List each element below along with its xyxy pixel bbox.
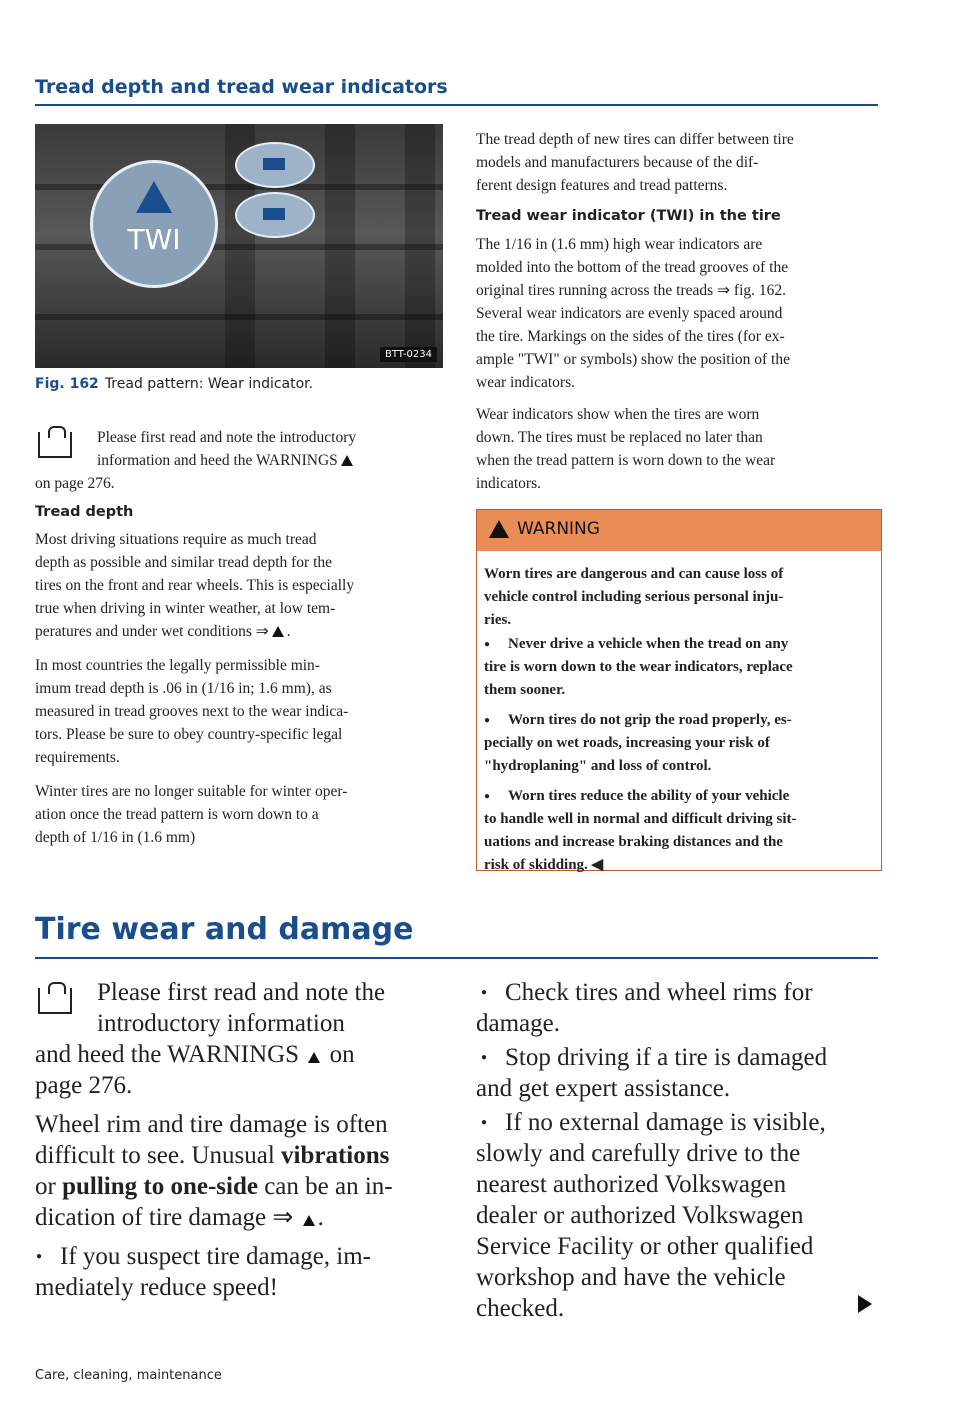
paragraph-line: Wear indicators show when the tires are worn: [476, 406, 760, 423]
bullet-line: ● If you suspect tire damage, im-: [60, 1241, 371, 1272]
paragraph-line: ation once the tread pattern is worn down to a: [35, 806, 319, 823]
section-title: Tire wear and damage: [35, 912, 414, 947]
wear-indicator-marker: [235, 142, 315, 188]
twi-callout: [90, 160, 218, 288]
warning-line: ries.: [484, 612, 512, 628]
paragraph-line: Wheel rim and tire damage is often: [35, 1111, 388, 1138]
paragraph-line: Most driving situations require as much tread: [35, 531, 317, 548]
paragraph-line: ferent design features and tread patterns.: [476, 177, 728, 194]
warning-line: them sooner.: [484, 682, 566, 698]
tread-figure: [35, 124, 443, 368]
paragraph-line: or pulling to one-side can be an in-: [35, 1173, 393, 1200]
warning-line: ● Worn tires reduce the ability of your vehicle: [508, 785, 789, 808]
warning-line: ● Never drive a vehicle when the tread on any: [508, 633, 788, 656]
paragraph-line: depth as possible and similar tread depth for the: [35, 554, 333, 571]
paragraph-line: molded into the bottom of the tread grooves of the: [476, 259, 789, 276]
intro-line: page 276.: [35, 1072, 133, 1099]
warning-triangle-icon: [489, 520, 509, 538]
warning-line: tire is worn down to the wear indicators, replace: [484, 659, 793, 675]
bullet-line: Service Facility or other qualified: [476, 1233, 814, 1260]
paragraph-line: difficult to see. Unusual vibrations: [35, 1142, 390, 1169]
paragraph-line: indicators.: [476, 475, 541, 492]
bullet-line: slowly and carefully drive to the: [476, 1140, 801, 1167]
paragraph-line: models and manufacturers because of the dif-: [476, 154, 759, 171]
intro-line: Please first read and note the: [97, 979, 386, 1006]
intro-line: on page 276.: [35, 475, 115, 492]
intro-line: introductory information: [97, 1010, 345, 1037]
warning-icon: [308, 1052, 320, 1063]
tread-block: [405, 124, 435, 368]
bullet-line: dealer or authorized Volkswagen: [476, 1202, 804, 1229]
warning-line: uations and increase braking distances and the: [484, 834, 783, 850]
bullet-line: and get expert assistance.: [476, 1075, 731, 1102]
next-page-arrow-icon: [858, 1295, 872, 1313]
warning-triangle-icon: [136, 181, 172, 213]
tread-block: [325, 124, 355, 368]
paragraph-line: the tire. Markings on the sides of the tires (for ex-: [476, 328, 785, 345]
paragraph-line: when the tread pattern is worn down to the wear: [476, 452, 776, 469]
paragraph-line: The tread depth of new tires can differ between tire: [476, 131, 794, 148]
section-heading: Tread wear indicator (TWI) in the tire: [476, 208, 781, 224]
paragraph-line: true when driving in winter weather, at low tem-: [35, 600, 336, 617]
paragraph-line: ample "TWI" or symbols) show the position of the: [476, 351, 790, 368]
section-heading: Tread depth: [35, 504, 134, 520]
paragraph-line: original tires running across the treads ⇒ fig. 162.: [476, 282, 786, 299]
intro-line: information and heed the WARNINGS: [97, 449, 356, 473]
warning-line: risk of skidding. ◀: [484, 857, 604, 873]
wear-indicator-marker: [235, 192, 315, 238]
bullet-line: nearest authorized Volkswagen: [476, 1171, 787, 1198]
paragraph-line: requirements.: [35, 749, 120, 766]
section-divider: [35, 957, 878, 959]
warning-icon: [272, 626, 284, 637]
warning-icon: [303, 1215, 315, 1226]
bullet-line: workshop and have the vehicle: [476, 1264, 786, 1291]
warning-line: "hydroplaning" and loss of control.: [484, 758, 712, 774]
paragraph-line: tors. Please be sure to obey country-specific legal: [35, 726, 343, 743]
bullet-line: ● Stop driving if a tire is damaged: [505, 1042, 827, 1073]
warning-title: WARNING: [517, 519, 600, 539]
figure-caption: [35, 376, 313, 392]
paragraph-line: dication of tire damage ⇒ .: [35, 1204, 324, 1231]
page-footer: Care, cleaning, maintenance: [35, 1368, 222, 1383]
book-icon: [38, 988, 72, 1014]
bullet-line: checked.: [476, 1295, 565, 1322]
bullet-line: ● If no external damage is visible,: [505, 1107, 826, 1138]
paragraph-line: wear indicators.: [476, 374, 575, 391]
intro-line: Please first read and note the introductory: [97, 429, 357, 446]
paragraph-line: imum tread depth is .06 in (1/16 in; 1.6 mm), as: [35, 680, 332, 697]
paragraph-line: measured in tread grooves next to the wear indica-: [35, 703, 349, 720]
figure-number: Fig. 162: [35, 376, 99, 392]
title-divider: [35, 104, 878, 106]
paragraph-line: tires on the front and rear wheels. This is especially: [35, 577, 355, 594]
warning-icon: [341, 455, 353, 466]
paragraph-line: peratures and under wet conditions ⇒ .: [35, 623, 291, 640]
warning-line: to handle well in normal and difficult driving sit-: [484, 811, 797, 827]
warning-box: [476, 509, 882, 871]
bullet-line: damage.: [476, 1010, 560, 1037]
paragraph-line: The 1/16 in (1.6 mm) high wear indicators are: [476, 236, 763, 253]
paragraph-line: depth of 1/16 in (1.6 mm): [35, 829, 196, 846]
warning-header: [477, 510, 881, 551]
figure-caption-text: Tread pattern: Wear indicator.: [104, 376, 314, 392]
paragraph-line: down. The tires must be replaced no later than: [476, 429, 763, 446]
paragraph-line: Several wear indicators are evenly spaced around: [476, 305, 783, 322]
figure-id: BTT-0234: [380, 347, 437, 362]
warning-line: Worn tires are dangerous and can cause loss of: [484, 566, 784, 582]
paragraph-line: In most countries the legally permissible min-: [35, 657, 320, 674]
page-title: Tread depth and tread wear indicators: [35, 76, 448, 98]
bullet-line: mediately reduce speed!: [35, 1274, 278, 1301]
warning-line: pecially on wet roads, increasing your risk of: [484, 735, 770, 751]
warning-line: ● Worn tires do not grip the road properly, es-: [508, 709, 792, 732]
twi-label: TWI: [127, 223, 181, 256]
book-icon: [38, 432, 72, 458]
warning-line: vehicle control including serious personal inju-: [484, 589, 784, 605]
intro-line: and heed the WARNINGS on: [35, 1041, 355, 1068]
paragraph-line: Winter tires are no longer suitable for winter oper-: [35, 783, 348, 800]
bullet-line: ● Check tires and wheel rims for: [505, 977, 813, 1008]
